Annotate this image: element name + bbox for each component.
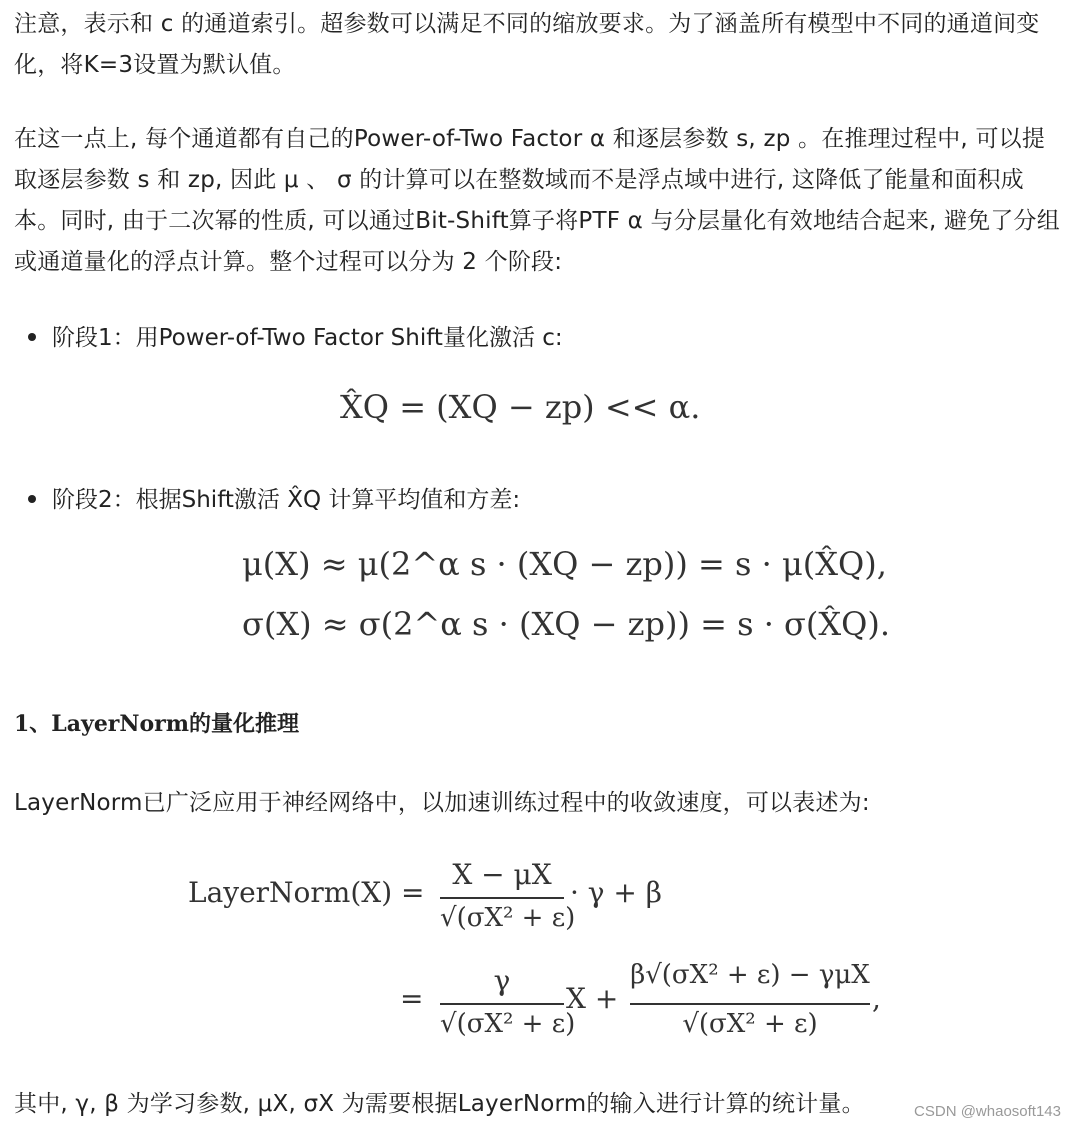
section-heading: 1、LayerNorm的量化推理	[14, 711, 300, 737]
closing-paragraph: 其中, γ, β 为学习参数, μX, σX 为需要根据LayerNorm的输入进行计算的统计量。	[14, 1091, 865, 1117]
ln-denominator-1: √(σX² + ε)	[440, 903, 576, 933]
ln-fraction-bar-1	[440, 897, 564, 899]
ln-tail-2: ,	[872, 982, 881, 1015]
ln-numerator-2b: β√(σX² + ε) − γμX	[630, 960, 870, 990]
ln-denominator-2a: √(σX² + ε)	[440, 1009, 576, 1039]
bullet-stage-1-label: 阶段1：用Power-of-Two Factor Shift量化激活 c:	[52, 325, 563, 351]
ln-fraction-bar-2a	[440, 1003, 564, 1005]
ln-eq-2: =	[400, 982, 424, 1015]
formula-stage1	[340, 388, 700, 426]
ln-numerator-2a: γ	[493, 964, 511, 997]
formula-stage1-text: X̂Q = (XQ − zp) << α.	[340, 388, 701, 426]
bullet-dot-icon	[28, 495, 36, 503]
bullet-stage-2-label: 阶段2：根据Shift激活 X̂Q 计算平均值和方差:	[52, 487, 521, 513]
ln-tail-1: · γ + β	[570, 876, 662, 909]
ln-fraction-bar-2b	[630, 1003, 870, 1005]
formula-sigma	[242, 605, 890, 643]
ln-mid: X +	[566, 982, 619, 1015]
intro-paragraph: 注意，表示和 c 的通道索引。超参数可以满足不同的缩放要求。为了涵盖所有模型中不同的通道间变化，将K=3设置为默认值。	[14, 11, 1040, 78]
ln-lhs: LayerNorm(X) =	[188, 876, 425, 909]
bullet-stage-2	[28, 480, 1058, 520]
layernorm-paragraph: LayerNorm已广泛应用于神经网络中，以加速训练过程中的收敛速度，可以表述为:	[14, 790, 870, 816]
csdn-watermark: CSDN @whaosoft143	[914, 1103, 1061, 1120]
ln-denominator-2b: √(σX² + ε)	[682, 1009, 818, 1039]
ln-numerator-1: X − μX	[452, 858, 552, 891]
formula-sigma-text: σ(X) ≈ σ(2^α s · (XQ − zp)) = s · σ(X̂Q).	[242, 605, 891, 643]
bullet-stage-1	[28, 318, 1058, 358]
ptf-paragraph: 在这一点上, 每个通道都有自己的Power-of-Two Factor α 和逐层参数 s, zp 。在推理过程中, 可以提取逐层参数 s 和 zp, 因此 μ 、 σ 的计算可以在整数域而不是浮点域中进行, 这降低了能量和面积成本。同时, 由于二次幂的性质, 可以通过Bit-Shift算子将PTF α 与分层量化有效地结合起来, 避免了分组或通道量化的浮点计算。整个过程可以分为 2 个阶段:	[14, 126, 1060, 275]
formula-mu	[242, 545, 887, 583]
formula-mu-text: μ(X) ≈ μ(2^α s · (XQ − zp)) = s · μ(X̂Q),	[242, 545, 887, 583]
bullet-dot-icon	[28, 333, 36, 341]
